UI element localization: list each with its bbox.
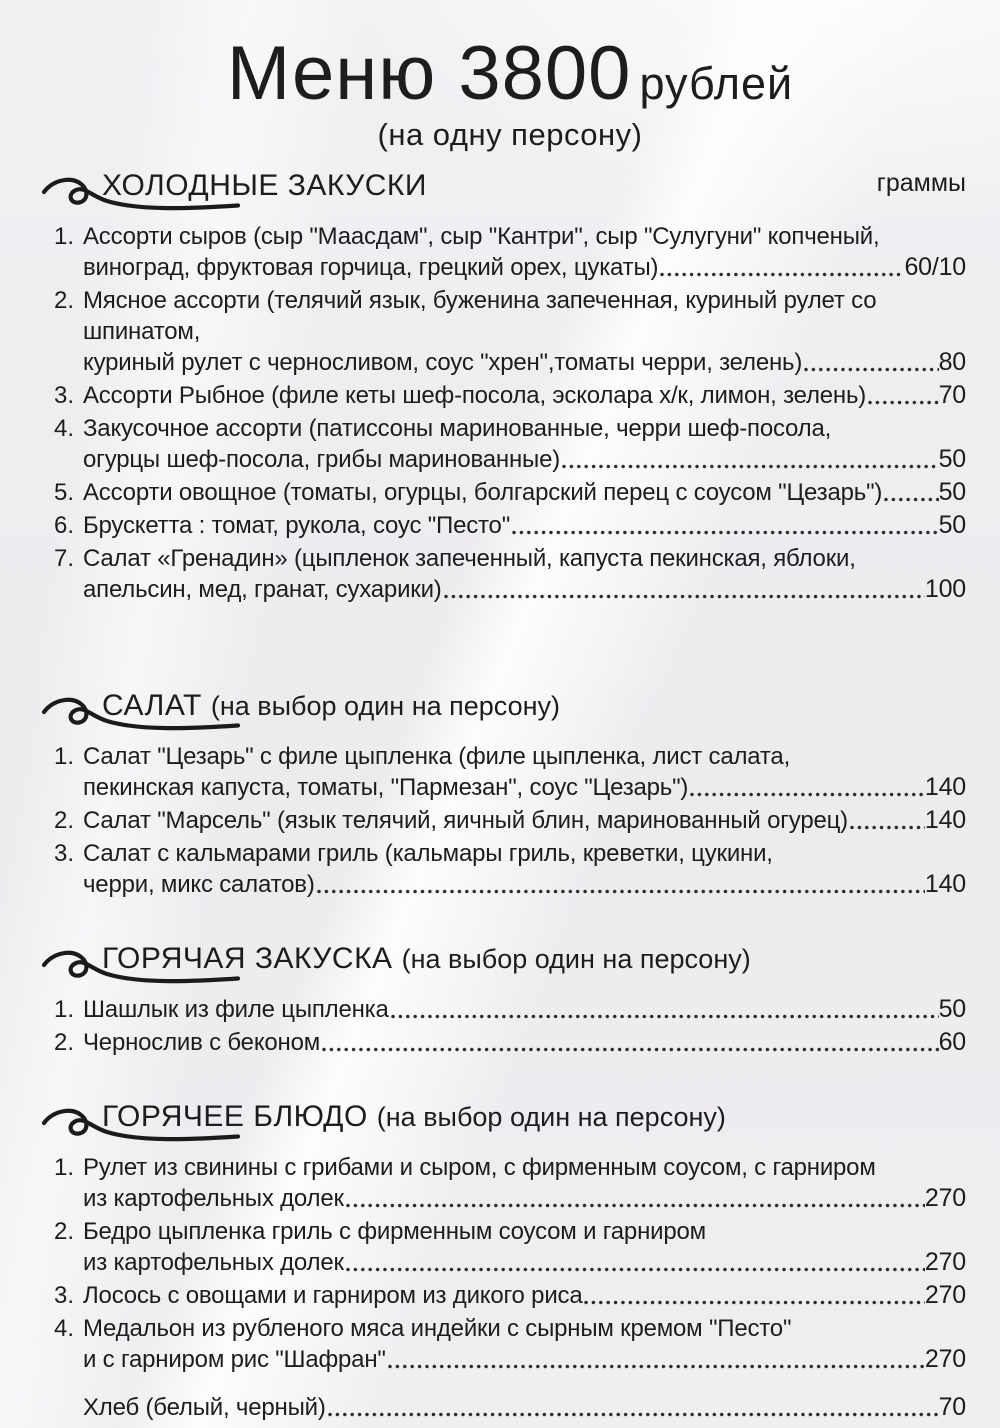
- section-header: [54, 1100, 966, 1142]
- item-number: 4.: [54, 415, 75, 442]
- item-number: 1.: [54, 743, 75, 770]
- menu-item: [54, 510, 966, 541]
- item-grams: 140: [924, 870, 966, 898]
- item-lines: [83, 805, 966, 836]
- item-text: черри, микс салатов): [83, 871, 315, 898]
- item-text-line: Салат с кальмарами гриль (кальмары гриль, креветки, цукини,: [83, 840, 773, 867]
- item-text-line: [83, 1247, 966, 1278]
- item-lines: [83, 741, 966, 803]
- item-lines: [83, 1216, 966, 1278]
- item-grams: 50: [938, 511, 966, 539]
- item-text: и с гарниром рис "Шафран": [83, 1346, 386, 1373]
- item-number: 5.: [54, 479, 75, 506]
- item-number: 2.: [54, 1218, 75, 1245]
- menu-item: [54, 413, 966, 475]
- item-text: виноград, фруктовая горчица, грецкий орех, цукаты): [83, 254, 659, 281]
- item-lines: [83, 1392, 966, 1423]
- item-text-line: [83, 1344, 966, 1375]
- section-title: ГОРЯЧЕЕ БЛЮДО: [102, 1100, 368, 1133]
- item-text: из картофельных долек: [83, 1185, 344, 1212]
- menu-item: [54, 994, 966, 1025]
- item-text: Ассорти Рыбное (филе кеты шеф-посола, эсколара х/к, лимон, зелень): [83, 382, 867, 409]
- section-note: (на выбор один на персону): [376, 1102, 726, 1132]
- item-grams: 60/10: [904, 253, 966, 281]
- dotted-leader: [659, 271, 904, 278]
- item-number: 3.: [54, 382, 75, 409]
- menu-section: [54, 689, 966, 900]
- menu-section: [54, 942, 966, 1058]
- item-text: Ассорти овощное (томаты, огурцы, болгарский перец с соусом "Цезарь"): [83, 479, 883, 506]
- menu-item: [54, 1152, 966, 1214]
- dotted-leader: [561, 463, 939, 470]
- item-number: 2.: [54, 1029, 75, 1056]
- section-items: [54, 221, 966, 605]
- grams-column-label: граммы: [876, 169, 966, 197]
- item-text: Брускетта : томат, рукола, соус "Песто": [83, 512, 511, 539]
- menu-title-subtitle: (на одну персону): [377, 117, 643, 152]
- menu-item: [54, 1280, 966, 1311]
- item-text-line: [83, 347, 966, 378]
- item-text: из картофельных долек: [83, 1249, 344, 1276]
- menu-title-main: Меню 3800: [226, 31, 632, 116]
- item-number: 7.: [54, 545, 75, 572]
- item-grams: 270: [924, 1281, 966, 1309]
- menu-item: [54, 1216, 966, 1278]
- menu-title-currency: рублей: [639, 58, 794, 109]
- item-grams: 50: [938, 478, 966, 506]
- item-text-line: Бедро цыпленка гриль с фирменным соусом и гарниром: [83, 1218, 706, 1245]
- menu-title: [54, 30, 966, 117]
- menu-section: [54, 1100, 966, 1423]
- dotted-leader: [345, 1266, 925, 1273]
- item-lines: [83, 1152, 966, 1214]
- menu-item: [54, 285, 966, 378]
- item-lines: [83, 994, 966, 1025]
- item-text-line: Мясное ассорти (телячий язык, буженина запеченная, куриный рулет со шпинатом,: [83, 287, 877, 345]
- item-text: Салат "Марсель" (язык телячий, яичный блин, маринованный огурец): [83, 807, 848, 834]
- menu-item: [54, 805, 966, 836]
- item-number: 1.: [54, 996, 75, 1023]
- menu-item: [54, 221, 966, 283]
- item-number: 3.: [54, 1282, 75, 1309]
- dotted-leader: [387, 1363, 925, 1370]
- item-lines: [83, 1027, 966, 1058]
- dotted-leader: [390, 1013, 939, 1020]
- item-text: куриный рулет с черносливом, соус "хрен",томаты черри, зелень): [83, 349, 803, 376]
- item-text-line: Салат "Цезарь" с филе цыпленка (филе цыпленка, лист салата,: [83, 743, 791, 770]
- item-text: апельсин, мед, гранат, сухарики): [83, 576, 442, 603]
- item-text: Шашлык из филе цыпленка: [83, 996, 389, 1023]
- section-items: [54, 1152, 966, 1423]
- dotted-leader: [327, 1411, 939, 1418]
- item-text-line: Салат «Гренадин» (цыпленок запеченный, капуста пекинская, яблоки,: [83, 545, 856, 572]
- item-text-line: [83, 510, 966, 541]
- item-text-line: [83, 1183, 966, 1214]
- item-grams: 140: [924, 773, 966, 801]
- item-text-line: [83, 1280, 966, 1311]
- menu-item: [54, 838, 966, 900]
- menu-section: [54, 169, 966, 605]
- item-lines: [83, 380, 966, 411]
- section-title: ГОРЯЧАЯ ЗАКУСКА: [102, 942, 393, 975]
- menu-item: [54, 543, 966, 605]
- menu-item: [54, 741, 966, 803]
- section-note: (на выбор один на персону): [401, 944, 751, 974]
- item-text-line: [83, 252, 966, 283]
- menu-item: [54, 477, 966, 508]
- item-number: 2.: [54, 807, 75, 834]
- item-grams: 140: [924, 806, 966, 834]
- dotted-leader: [511, 529, 939, 536]
- item-text-line: [83, 1392, 966, 1423]
- dotted-leader: [443, 593, 925, 600]
- item-lines: [83, 543, 966, 605]
- item-text-line: [83, 994, 966, 1025]
- item-grams: 100: [924, 575, 966, 603]
- item-text-line: Рулет из свинины с грибами и сыром, с фирменным соусом, с гарниром: [83, 1154, 876, 1181]
- item-grams: 60: [938, 1028, 966, 1056]
- item-lines: [83, 1280, 966, 1311]
- item-number: 2.: [54, 287, 75, 314]
- item-text-line: Ассорти сыров (сыр "Маасдам", сыр "Кантри", сыр "Сулугуни" копченый,: [83, 223, 880, 250]
- menu-item: [54, 1027, 966, 1058]
- item-lines: [83, 510, 966, 541]
- item-number: 1.: [54, 1154, 75, 1181]
- section-title: ХОЛОДНЫЕ ЗАКУСКИ: [102, 169, 427, 202]
- item-lines: [83, 285, 966, 378]
- item-lines: [83, 477, 966, 508]
- item-text-line: [83, 574, 966, 605]
- item-text: огурцы шеф-посола, грибы маринованные): [83, 446, 561, 473]
- item-text: пекинская капуста, томаты, "Пармезан", соус "Цезарь"): [83, 774, 689, 801]
- menu-item: [54, 1392, 966, 1423]
- dotted-leader: [345, 1202, 925, 1209]
- item-lines: [83, 413, 966, 475]
- item-text-line: [83, 772, 966, 803]
- dotted-leader: [803, 366, 938, 373]
- menu-item: [54, 1313, 966, 1375]
- dotted-leader: [316, 888, 925, 895]
- item-text-line: [83, 1027, 966, 1058]
- item-lines: [83, 1313, 966, 1375]
- item-text-line: Закусочное ассорти (патиссоны маринованные, черри шеф-посола,: [83, 415, 832, 442]
- dotted-leader: [689, 791, 925, 798]
- item-grams: 270: [924, 1184, 966, 1212]
- item-text: Лосось с овощами и гарниром из дикого риса: [83, 1282, 583, 1309]
- item-number: 1.: [54, 223, 75, 250]
- section-items: [54, 741, 966, 900]
- section-title: САЛАТ: [102, 689, 202, 722]
- item-grams: 50: [938, 995, 966, 1023]
- section-note: (на выбор один на персону): [210, 691, 561, 721]
- item-text-line: [83, 805, 966, 836]
- item-grams: 70: [938, 381, 966, 409]
- item-grams: 70: [938, 1393, 966, 1421]
- dotted-leader: [321, 1046, 939, 1053]
- section-header: [54, 942, 966, 984]
- dotted-leader: [583, 1299, 924, 1306]
- item-grams: 80: [938, 348, 966, 376]
- dotted-leader: [867, 399, 939, 406]
- section-header: [54, 169, 966, 211]
- item-text-line: [83, 444, 966, 475]
- item-number: 3.: [54, 840, 75, 867]
- item-grams: 270: [924, 1345, 966, 1373]
- menu-title-block: [54, 30, 966, 153]
- item-lines: [83, 838, 966, 900]
- item-text-line: [83, 477, 966, 508]
- item-text: Хлеб (белый, черный): [83, 1394, 326, 1421]
- menu-item: [54, 380, 966, 411]
- item-text-line: [83, 869, 966, 900]
- dotted-leader: [883, 496, 938, 503]
- item-number: [54, 1392, 83, 1423]
- item-text: Чернослив с беконом: [83, 1029, 321, 1056]
- item-number: 4.: [54, 1315, 75, 1342]
- dotted-leader: [849, 824, 925, 831]
- section-items: [54, 994, 966, 1058]
- item-number: 6.: [54, 512, 75, 539]
- section-header: [54, 689, 966, 731]
- item-grams: 270: [924, 1248, 966, 1276]
- sections: [54, 169, 966, 1423]
- item-lines: [83, 221, 966, 283]
- item-grams: 50: [938, 445, 966, 473]
- item-text-line: Медальон из рубленого мяса индейки с сырным кремом "Песто": [83, 1315, 792, 1342]
- item-text-line: [83, 380, 966, 411]
